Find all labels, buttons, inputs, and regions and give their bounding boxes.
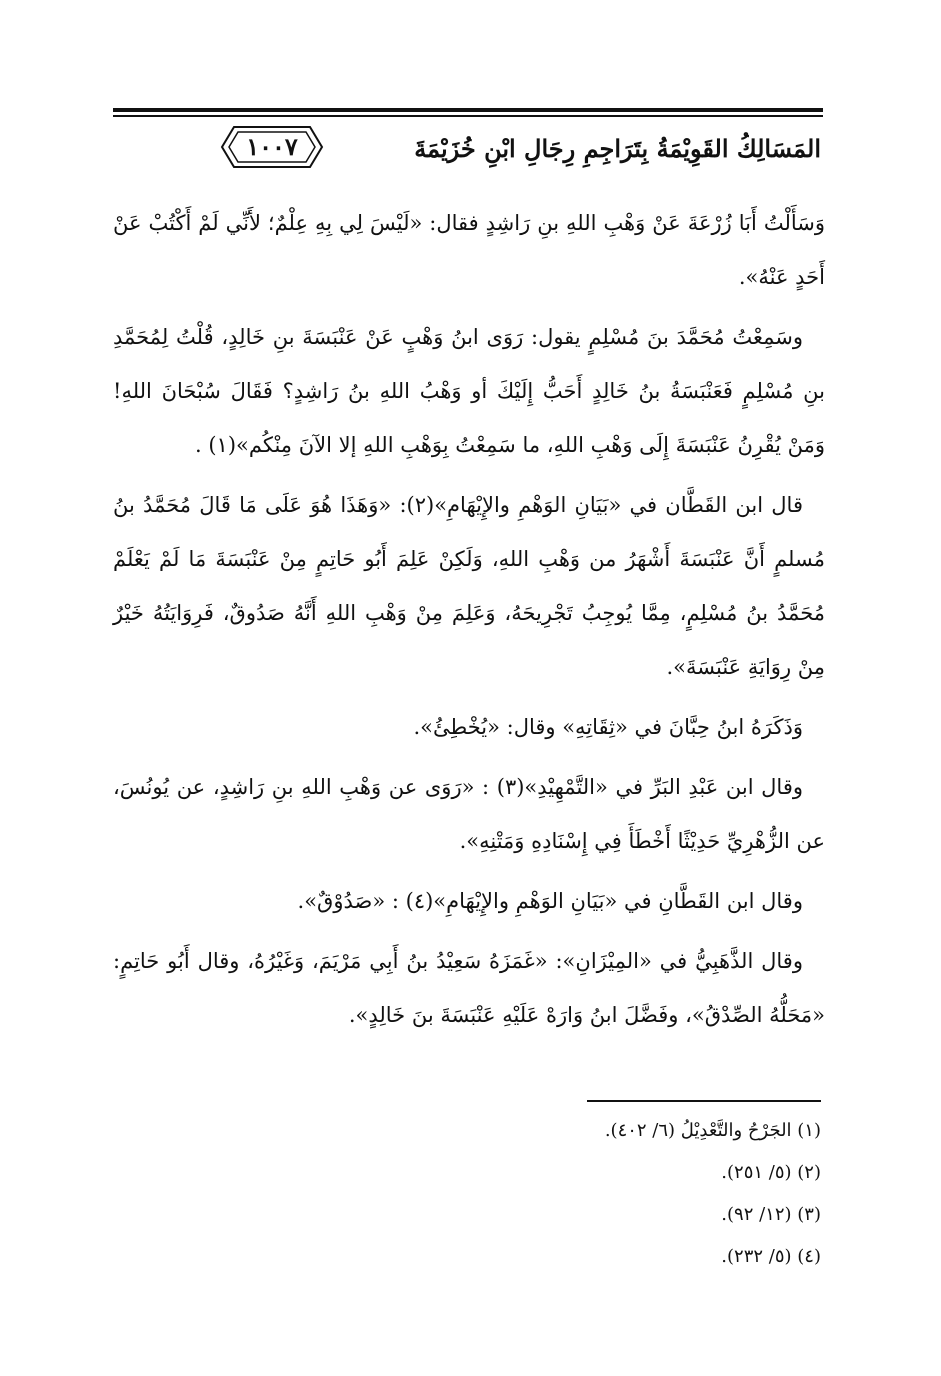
paragraph: وقال الذَّهَبِيُّ في «المِيْزَانِ»: «غَمَزَهُ سَعِيْدُ بنُ أَبِي مَرْيَمَ، وَغَيْرُهُ، وقال أَبُو حَاتِمٍ: «مَحَلُّهُ الصِّدْقُ»، وفَضَّلَ ابنُ وَارَهْ عَلَيْهِ عَنْبَسَةَ بنَ خَالِدٍ».	[113, 949, 825, 1027]
page-number: ١٠٠٧	[246, 132, 298, 161]
footnote: (٢) (٥/ ٢٥١).	[721, 1162, 821, 1183]
main-text	[113, 196, 825, 1048]
paragraph: قال ابن القَطَّان في «بَيَانِ الوَهْمِ والإِيْهَامِ»(٢): «وَهَذَا هُوَ عَلَى مَا قَالَ مُحَمَّدُ بنُ مُسلمٍ أَنَّ عَنْبَسَةَ أَشْهَرُ من وَهْبِ اللهِ، وَلَكِنْ عَلِمَ أَبُو حَاتِمٍ مِنْ عَنْبَسَةَ مَا لَمْ يَعْلَمْ مُحَمَّدُ بنُ مُسْلِمٍ، مِمَّا يُوجِبُ تَجْرِيحَهُ، وَعَلِمَ مِنْ وَهْبِ اللهِ أَنَّهُ صَدُوقٌ، فَرِوَايَتُهُ خَيْرٌ مِنْ رِوَايَةِ عَنْبَسَةَ».	[113, 493, 825, 679]
paragraph: وقال ابن عَبْدِ البَرِّ في «التَّمْهِيْدِ»(٣) : «رَوَى عن وَهْبِ اللهِ بنِ رَاشِدٍ، عن يُونُسَ، عن الزُّهْرِيِّ حَدِيْثًا أَخْطَأَ فِي إِسْنَادِهِ وَمَتْنِهِ».	[113, 775, 825, 853]
footnote-separator	[587, 1100, 821, 1102]
footnote: (٤) (٥/ ٢٣٢).	[721, 1246, 821, 1267]
paragraph: وَسَأَلْتُ أَبَا زُرْعَةَ عَنْ وَهْبِ اللهِ بنِ رَاشِدٍ فقال: «لَيْسَ لِي بِهِ عِلْمٌ؛ لأَنِّي لَمْ أَكْتُبْ عَنْ أَحَدٍ عَنْهُ».	[113, 211, 825, 289]
footnote: (١) الجَرْحُ والتَّعْدِيْلُ (٦/ ٤٠٢).	[604, 1120, 821, 1141]
page-number-badge	[220, 124, 324, 170]
paragraph: وقال ابن القَطَّانِ في «بَيَانِ الوَهْمِ والإِيْهَامِ»(٤) : «صَدُوْقٌ».	[297, 889, 803, 913]
footnotes	[221, 1110, 821, 1278]
header-rule-thin	[113, 115, 823, 117]
paragraph: وسَمِعْتُ مُحَمَّدَ بنَ مُسْلِمٍ يقول: رَوَى ابنُ وَهْبٍ عَنْ عَنْبَسَةَ بنِ خَالِدٍ، قُلْتُ لِمُحَمَّدِ بنِ مُسْلِمٍ فَعَنْبَسَةُ بنُ خَالِدٍ أَحَبُّ إِلَيْكَ أو وَهْبُ اللهِ بنُ رَاشِدٍ؟ فَقَالَ سُبْحَانَ اللهِ! وَمَنْ يُقْرِنُ عَنْبَسَةَ إِلَى وَهْبِ اللهِ، ما سَمِعْتُ بِوَهْبِ اللهِ إلا الآنَ مِنْكُم»(١) .	[113, 325, 825, 457]
running-header-title: المَسَالِكُ القَوِيْمَةُ بِتَرَاجِمِ رِجَالِ ابْنِ خُزَيْمَةَ	[414, 134, 821, 163]
footnote: (٣) (١٢/ ٩٢).	[721, 1204, 821, 1225]
paragraph: وَذَكَرَهُ ابنُ حِبَّانَ في «ثِقَاتِهِ» وقال: «يُخْطِئُ».	[413, 715, 803, 739]
header-rule-thick	[113, 108, 823, 112]
